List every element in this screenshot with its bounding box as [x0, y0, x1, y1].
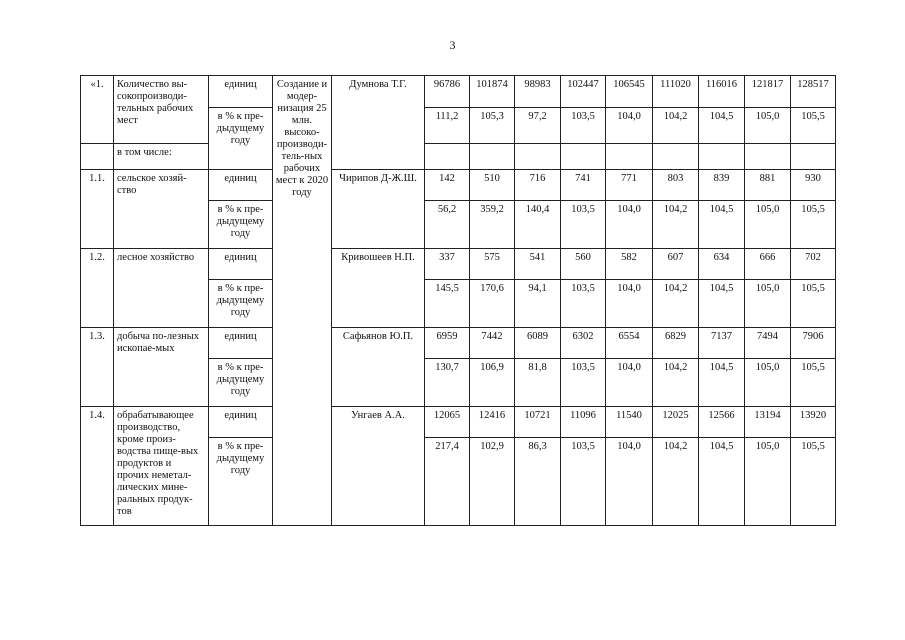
responsible-person: Унгаев А.А.: [332, 407, 425, 526]
value-cell: 560: [561, 249, 606, 280]
row-number: 1.2.: [81, 249, 114, 328]
percent-cell: 105,5: [791, 359, 836, 407]
percent-cell: 105,3: [470, 108, 515, 144]
value-cell: 575: [470, 249, 515, 280]
percent-cell: 102,9: [470, 438, 515, 526]
row-number: 1.3.: [81, 328, 114, 407]
table-row: [81, 170, 836, 201]
value-cell: 7906: [791, 328, 836, 359]
value-cell: 510: [470, 170, 515, 201]
value-cell: 7137: [699, 328, 745, 359]
unit-label: единиц: [209, 328, 273, 359]
value-cell: 582: [606, 249, 653, 280]
percent-cell: 104,5: [699, 108, 745, 144]
percent-cell: 81,8: [515, 359, 561, 407]
value-cell: 702: [791, 249, 836, 280]
responsible-person: Чирипов Д-Ж.Ш.: [332, 170, 425, 249]
percent-cell: 104,0: [606, 280, 653, 328]
table-row: [81, 407, 836, 438]
goal-description: Создание и модер-низация 25 млн. высоко-производи-тель-ных рабочих мест к 2020 году: [273, 76, 332, 526]
indicators-table: [80, 75, 836, 526]
value-cell: 12065: [425, 407, 470, 438]
value-cell: 6302: [561, 328, 606, 359]
value-cell: 101874: [470, 76, 515, 108]
value-cell: 634: [699, 249, 745, 280]
value-cell: 930: [791, 170, 836, 201]
value-cell: 13194: [745, 407, 791, 438]
percent-cell: 104,0: [606, 359, 653, 407]
value-cell: 6089: [515, 328, 561, 359]
percent-cell: 104,2: [653, 359, 699, 407]
value-cell: 96786: [425, 76, 470, 108]
percent-cell: 104,5: [699, 359, 745, 407]
value-cell: 337: [425, 249, 470, 280]
percent-cell: 97,2: [515, 108, 561, 144]
value-cell: 716: [515, 170, 561, 201]
pct-label: в % к пре-дыдущему году: [209, 280, 273, 328]
value-cell: 116016: [699, 76, 745, 108]
percent-cell: 105,0: [745, 359, 791, 407]
value-cell: 6554: [606, 328, 653, 359]
value-cell: 12566: [699, 407, 745, 438]
value-cell: 6959: [425, 328, 470, 359]
pct-label: в % к пре-дыдущему году: [209, 201, 273, 249]
value-cell: 6829: [653, 328, 699, 359]
value-cell: 121817: [745, 76, 791, 108]
value-cell: 7494: [745, 328, 791, 359]
percent-cell: 104,2: [653, 438, 699, 526]
percent-cell: 106,9: [470, 359, 515, 407]
value-cell: 13920: [791, 407, 836, 438]
percent-cell: 103,5: [561, 359, 606, 407]
subtotal-label: в том числе:: [114, 144, 209, 170]
value-cell: 541: [515, 249, 561, 280]
empty-cell: [653, 144, 699, 170]
percent-cell: 104,5: [699, 280, 745, 328]
value-cell: 11540: [606, 407, 653, 438]
percent-cell: 170,6: [470, 280, 515, 328]
page-number: 3: [449, 38, 456, 52]
empty-cell: [699, 144, 745, 170]
percent-cell: 104,0: [606, 201, 653, 249]
responsible-person: Кривошеев Н.П.: [332, 249, 425, 328]
value-cell: 12025: [653, 407, 699, 438]
percent-cell: 105,0: [745, 201, 791, 249]
value-cell: 741: [561, 170, 606, 201]
table-row: [81, 76, 836, 108]
value-cell: 142: [425, 170, 470, 201]
empty-cell: [470, 144, 515, 170]
indicator-name: Количество вы-сокопроизводи-тельных рабочих мест: [114, 76, 209, 144]
pct-label: в % к пре-дыдущему году: [209, 359, 273, 407]
percent-cell: 94,1: [515, 280, 561, 328]
percent-cell: 104,2: [653, 280, 699, 328]
table-row: [81, 144, 836, 170]
percent-cell: 130,7: [425, 359, 470, 407]
unit-label: единиц: [209, 170, 273, 201]
percent-cell: 86,3: [515, 438, 561, 526]
percent-cell: 140,4: [515, 201, 561, 249]
percent-cell: 103,5: [561, 438, 606, 526]
empty-cell: [81, 144, 114, 170]
value-cell: 102447: [561, 76, 606, 108]
percent-cell: 105,0: [745, 108, 791, 144]
value-cell: 106545: [606, 76, 653, 108]
value-cell: 111020: [653, 76, 699, 108]
percent-cell: 111,2: [425, 108, 470, 144]
empty-cell: [606, 144, 653, 170]
percent-cell: 104,2: [653, 201, 699, 249]
percent-cell: 104,2: [653, 108, 699, 144]
value-cell: 10721: [515, 407, 561, 438]
value-cell: 803: [653, 170, 699, 201]
percent-cell: 105,0: [745, 438, 791, 526]
percent-cell: 105,5: [791, 201, 836, 249]
row-number: 1.4.: [81, 407, 114, 526]
value-cell: 12416: [470, 407, 515, 438]
value-cell: 771: [606, 170, 653, 201]
percent-cell: 56,2: [425, 201, 470, 249]
value-cell: 666: [745, 249, 791, 280]
value-cell: 607: [653, 249, 699, 280]
indicator-name: сельское хозяй-ство: [114, 170, 209, 249]
value-cell: 7442: [470, 328, 515, 359]
percent-cell: 104,0: [606, 108, 653, 144]
indicator-name: лесное хозяйство: [114, 249, 209, 328]
percent-cell: 359,2: [470, 201, 515, 249]
unit-label: единиц: [209, 407, 273, 438]
indicator-name: добыча по-лезных ископае-мых: [114, 328, 209, 407]
pct-label: в % к пре-дыдущему году: [209, 108, 273, 170]
indicator-name: обрабатывающее производство, кроме произ-водства пище-вых продуктов и прочих неметал-лических мине-ральных продук-тов: [114, 407, 209, 526]
value-cell: 11096: [561, 407, 606, 438]
table-row: [81, 328, 836, 359]
responsible-person: Сафьянов Ю.П.: [332, 328, 425, 407]
empty-cell: [515, 144, 561, 170]
empty-cell: [561, 144, 606, 170]
pct-label: в % к пре-дыдущему году: [209, 438, 273, 526]
percent-cell: 105,0: [745, 280, 791, 328]
percent-cell: 104,5: [699, 438, 745, 526]
row-number: 1.1.: [81, 170, 114, 249]
value-cell: 839: [699, 170, 745, 201]
value-cell: 128517: [791, 76, 836, 108]
table-row: [81, 249, 836, 280]
empty-cell: [791, 144, 836, 170]
percent-cell: 104,0: [606, 438, 653, 526]
percent-cell: 145,5: [425, 280, 470, 328]
percent-cell: 217,4: [425, 438, 470, 526]
percent-cell: 104,5: [699, 201, 745, 249]
percent-cell: 103,5: [561, 201, 606, 249]
percent-cell: 103,5: [561, 280, 606, 328]
percent-cell: 105,5: [791, 280, 836, 328]
value-cell: 98983: [515, 76, 561, 108]
percent-cell: 103,5: [561, 108, 606, 144]
empty-cell: [425, 144, 470, 170]
percent-cell: 105,5: [791, 438, 836, 526]
unit-label: единиц: [209, 76, 273, 108]
percent-cell: 105,5: [791, 108, 836, 144]
value-cell: 881: [745, 170, 791, 201]
empty-cell: [745, 144, 791, 170]
unit-label: единиц: [209, 249, 273, 280]
row-number: «1.: [81, 76, 114, 144]
responsible-person: Думнова Т.Г.: [332, 76, 425, 170]
